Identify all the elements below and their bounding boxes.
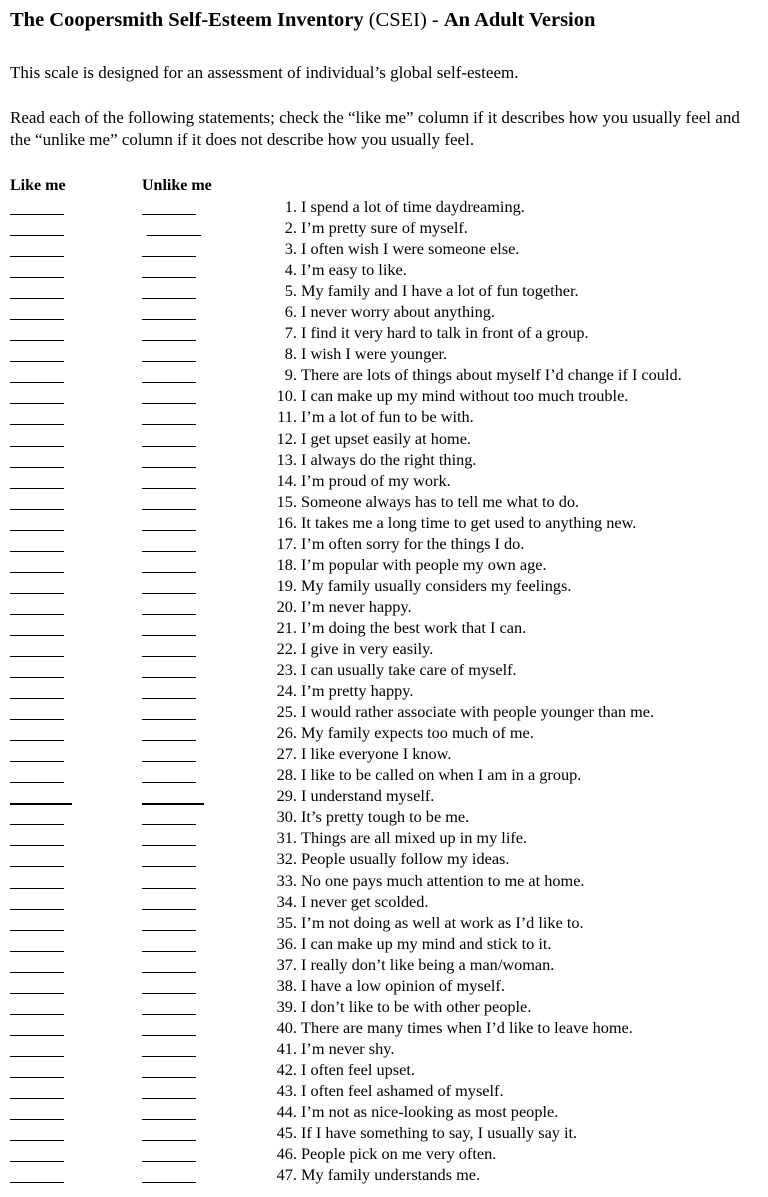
statement-text: Someone always has to tell me what to do.	[301, 491, 580, 511]
inventory-items-list	[0, 197, 768, 1186]
statement-number: 44.	[276, 1102, 297, 1122]
statement-text: I’m pretty happy.	[301, 681, 414, 701]
statement-number: 42.	[276, 1059, 297, 1079]
instructions-text: Read each of the following statements; check the “like me” column if it describes how you usually feel and the “unlike me” column if it does not describe how you usually feel.	[10, 108, 740, 149]
statement-number: 32.	[276, 849, 297, 869]
statement-text: My family understands me.	[301, 1165, 481, 1185]
statement-text: I’m easy to like.	[301, 260, 407, 280]
column-header-unlike-me: Unlike me	[142, 177, 212, 194]
inventory-item-row	[0, 344, 768, 365]
inventory-item-row	[0, 618, 768, 639]
inventory-item-row	[0, 828, 768, 849]
statement-text: No one pays much attention to me at home.	[301, 870, 585, 890]
inventory-item-row	[0, 407, 768, 428]
statement-text: My family and I have a lot of fun together.	[301, 281, 579, 301]
inventory-item-row	[0, 450, 768, 471]
statement-number: 14.	[276, 470, 297, 490]
statement-number: 23.	[276, 660, 297, 680]
statement-number: 21.	[276, 617, 297, 637]
statement-text: I can make up my mind and stick to it.	[301, 933, 552, 953]
statement-number: 40.	[276, 1017, 297, 1037]
statement-number: 36.	[276, 933, 297, 953]
statement-number: 19.	[276, 575, 297, 595]
statement-number: 1.	[284, 197, 297, 216]
statement-number: 31.	[276, 828, 297, 848]
statement-text: I understand myself.	[301, 786, 435, 806]
inventory-item-row	[0, 786, 768, 807]
inventory-item-row	[0, 1018, 768, 1039]
statement-text: I often feel ashamed of myself.	[301, 1080, 504, 1100]
statement-text: I like everyone I know.	[301, 744, 452, 764]
statement-number: 15.	[276, 491, 297, 511]
statement-number: 22.	[276, 638, 297, 658]
inventory-item-row	[0, 492, 768, 513]
statement-text: I find it very hard to talk in front of a group.	[301, 323, 589, 343]
statement-text: I would rather associate with people younger than me.	[301, 702, 655, 722]
inventory-item-row	[0, 1165, 768, 1186]
statement-number: 28.	[276, 765, 297, 785]
statement-number: 45.	[276, 1123, 297, 1143]
statement-text: I’m popular with people my own age.	[301, 554, 547, 574]
statement-text: I wish I were younger.	[301, 344, 448, 364]
inventory-item-row	[0, 197, 768, 218]
inventory-item-row	[0, 239, 768, 260]
statement-text: I’m doing the best work that I can.	[301, 617, 527, 637]
statement-number: 6.	[284, 302, 297, 322]
inventory-item-row	[0, 281, 768, 302]
statement-number: 9.	[284, 365, 297, 385]
title-abbrev: (CSEI) -	[363, 9, 444, 31]
statement-text: I really don’t like being a man/woman.	[301, 954, 555, 974]
inventory-item-row	[0, 997, 768, 1018]
statement-number: 27.	[276, 744, 297, 764]
statement-text: If I have something to say, I usually say it.	[301, 1123, 578, 1143]
statement-text: It takes me a long time to get used to anything new.	[301, 512, 637, 532]
statement-number: 16.	[276, 512, 297, 532]
column-header-like-me: Like me	[10, 177, 66, 194]
statement-number: 12.	[276, 428, 297, 448]
statement-text: I’m never happy.	[301, 596, 412, 616]
statement-number: 2.	[284, 218, 297, 238]
statement-text: It’s pretty tough to be me.	[301, 807, 470, 827]
statement-text: I often wish I were someone else.	[301, 239, 520, 259]
statement-text: I can usually take care of myself.	[301, 660, 517, 680]
statement-text: I never get scolded.	[301, 891, 429, 911]
statement-number: 33.	[276, 870, 297, 890]
statement-number: 8.	[284, 344, 297, 364]
statement-text: I’m not as nice-looking as most people.	[301, 1102, 559, 1122]
statement-number: 43.	[276, 1080, 297, 1100]
statement-number: 41.	[276, 1038, 297, 1058]
statement-text: I have a low opinion of myself.	[301, 975, 505, 995]
statement-number: 10.	[276, 386, 297, 406]
statement-number: 46.	[276, 1144, 297, 1164]
statement-text: My family usually considers my feelings.	[301, 575, 572, 595]
statement-number: 30.	[276, 807, 297, 827]
statement-number: 47.	[276, 1165, 297, 1185]
statement-text: My family expects too much of me.	[301, 723, 534, 743]
inventory-item-row	[0, 302, 768, 323]
inventory-item-row	[0, 723, 768, 744]
inventory-item-row	[0, 555, 768, 576]
statement-number: 18.	[276, 554, 297, 574]
inventory-item-row	[0, 597, 768, 618]
inventory-item-row	[0, 744, 768, 765]
statement-text: People usually follow my ideas.	[301, 849, 510, 869]
inventory-item-row	[0, 913, 768, 934]
statement-text: I’m proud of my work.	[301, 470, 451, 490]
title-main: The Coopersmith Self-Esteem Inventory	[10, 9, 364, 31]
statement-text: I always do the right thing.	[301, 449, 477, 469]
inventory-item-row	[0, 365, 768, 386]
statement-number: 5.	[284, 281, 297, 301]
statement-text: I’m a lot of fun to be with.	[301, 407, 474, 427]
statement-text: I like to be called on when I am in a group.	[301, 765, 582, 785]
statement-number: 17.	[276, 533, 297, 553]
inventory-item-row	[0, 260, 768, 281]
intro-text: This scale is designed for an assessment of individual’s global self-esteem.	[10, 63, 519, 82]
statement-text: I can make up my mind without too much trouble.	[301, 386, 629, 406]
inventory-item-row	[0, 576, 768, 597]
inventory-item-row	[0, 807, 768, 828]
statement-number: 11.	[277, 407, 297, 427]
statement-text: I get upset easily at home.	[301, 428, 471, 448]
statement-text: I’m never shy.	[301, 1038, 395, 1058]
statement-number: 29.	[276, 786, 297, 806]
statement-number: 20.	[276, 596, 297, 616]
inventory-item-row	[0, 1102, 768, 1123]
inventory-item-row	[0, 471, 768, 492]
inventory-item-row	[0, 639, 768, 660]
inventory-item-row	[0, 1123, 768, 1144]
statement-number: 26.	[276, 723, 297, 743]
inventory-item-row	[0, 1060, 768, 1081]
statement-text: Things are all mixed up in my life.	[301, 828, 528, 848]
inventory-item-row	[0, 429, 768, 450]
statement-text: I spend a lot of time daydreaming.	[301, 197, 525, 216]
inventory-item-row	[0, 534, 768, 555]
statement-text: I give in very easily.	[301, 638, 434, 658]
inventory-item-row	[0, 849, 768, 870]
statement-number: 25.	[276, 702, 297, 722]
inventory-item-row	[0, 1081, 768, 1102]
statement-number: 13.	[276, 449, 297, 469]
inventory-item-row	[0, 1039, 768, 1060]
title-version: An Adult Version	[443, 9, 596, 31]
statement-text: People pick on me very often.	[301, 1144, 497, 1164]
statement-number: 37.	[276, 954, 297, 974]
inventory-item-row	[0, 660, 768, 681]
statement-number: 39.	[276, 996, 297, 1016]
statement-number: 3.	[284, 239, 297, 259]
inventory-item-row	[0, 513, 768, 534]
statement-text: I never worry about anything.	[301, 302, 495, 322]
statement-text: I often feel upset.	[301, 1059, 415, 1079]
inventory-item-row	[0, 218, 768, 239]
statement-number: 7.	[284, 323, 297, 343]
statement-number: 38.	[276, 975, 297, 995]
statement-number: 34.	[276, 891, 297, 911]
inventory-item-row	[0, 765, 768, 786]
statement-number: 35.	[276, 912, 297, 932]
inventory-item-row	[0, 871, 768, 892]
statement-text: I don’t like to be with other people.	[301, 996, 532, 1016]
inventory-item-row	[0, 976, 768, 997]
statement-text: There are many times when I’d like to leave home.	[301, 1017, 633, 1037]
page-title	[10, 9, 595, 32]
statement-text: I’m pretty sure of myself.	[301, 218, 468, 238]
inventory-item-row	[0, 1144, 768, 1165]
inventory-item-row	[0, 934, 768, 955]
inventory-item-row	[0, 386, 768, 407]
inventory-item-row	[0, 955, 768, 976]
statement-number: 24.	[276, 681, 297, 701]
statement-text: There are lots of things about myself I’d change if I could.	[301, 365, 682, 385]
statement-text: I’m often sorry for the things I do.	[301, 533, 525, 553]
inventory-item-row	[0, 323, 768, 344]
inventory-item-row	[0, 892, 768, 913]
statement-number: 4.	[284, 260, 297, 280]
inventory-item-row	[0, 681, 768, 702]
inventory-item-row	[0, 702, 768, 723]
statement-text: I’m not doing as well at work as I’d like to.	[301, 912, 584, 932]
